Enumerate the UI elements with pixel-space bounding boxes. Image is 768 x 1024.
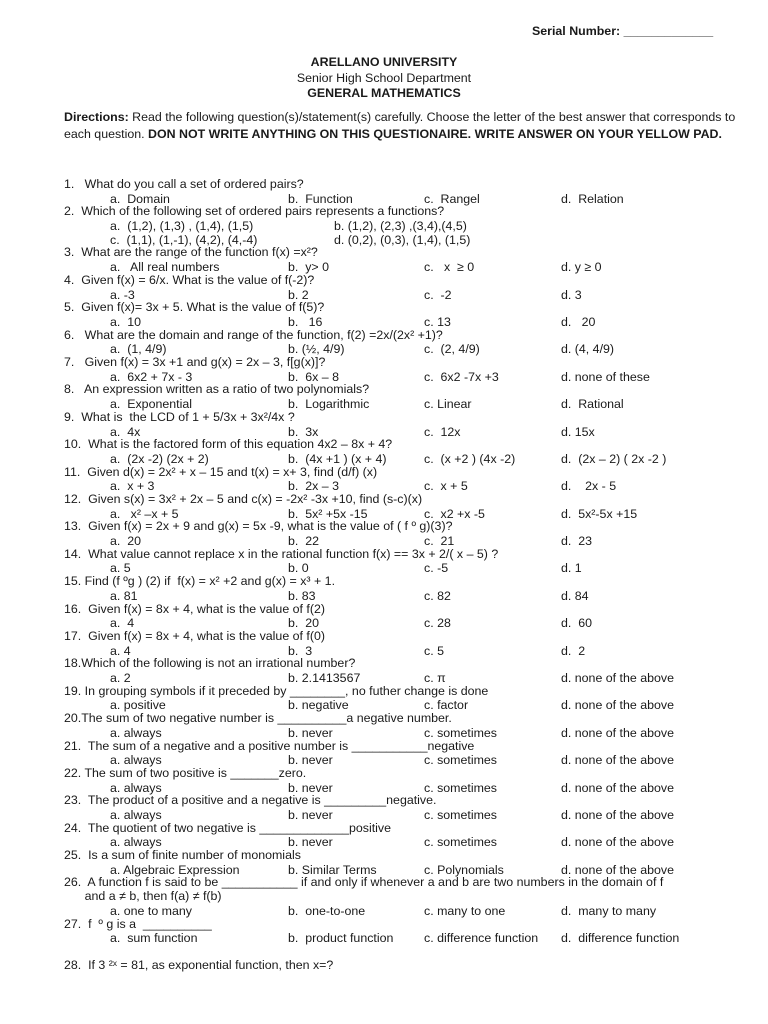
question-text: 4. Given f(x) = 6/x. What is the value of f(-2)? bbox=[64, 272, 315, 287]
answer-choice: b. (1,2), (2,3) ,(3,4),(4,5) bbox=[334, 219, 467, 234]
answer-choice: a. 5 bbox=[110, 561, 131, 576]
question-text: 1. What do you call a set of ordered pairs? bbox=[64, 177, 304, 191]
answer-choice: b. 0 bbox=[288, 561, 309, 576]
answer-choice: b. Logarithmic bbox=[288, 397, 370, 412]
answer-choice: b. 6x – 8 bbox=[288, 369, 339, 384]
answer-choice: a. 4 bbox=[110, 643, 131, 658]
answer-choice: d. none of the above bbox=[561, 753, 674, 768]
answer-choices bbox=[64, 233, 764, 247]
answer-choice: b. never bbox=[288, 753, 333, 768]
answer-choice: d. none of the above bbox=[561, 698, 674, 713]
question-text: 13. Given f(x) = 2x + 9 and g(x) = 5x -9, what is the value of ( f º g)(3)? bbox=[64, 519, 453, 534]
answer-choice: d. Rational bbox=[561, 397, 624, 412]
answer-choices bbox=[64, 370, 764, 384]
answer-choice: a. always bbox=[110, 780, 162, 795]
answer-choices bbox=[64, 589, 764, 603]
answer-choice: a. Algebraic Expression bbox=[110, 862, 240, 877]
question-text: 9. What is the LCD of 1 + 5/3x + 3x²/4x ? bbox=[64, 409, 295, 424]
question-text: 8. An expression written as a ratio of two polynomials? bbox=[64, 382, 370, 397]
answer-choice: c. x2 +x -5 bbox=[424, 506, 485, 521]
answer-choice: b. 22 bbox=[288, 534, 320, 549]
question-text: 12. Given s(x) = 3x² + 2x – 5 and c(x) = -2x² -3x +10, find (s-c)(x) bbox=[64, 491, 423, 506]
subject-title: GENERAL MATHEMATICS bbox=[307, 86, 461, 100]
answer-choice: b. 83 bbox=[288, 588, 316, 603]
question-text: 7. Given f(x) = 3x +1 and g(x) = 2x – 3, f[g(x)]? bbox=[64, 355, 326, 370]
department-name: Senior High School Department bbox=[296, 70, 472, 85]
answer-choice: d. (0,2), (0,3), (1,4), (1,5) bbox=[334, 232, 471, 247]
answer-choice: c. sometimes bbox=[424, 725, 497, 740]
university-name: ARELLANO UNIVERSITY bbox=[310, 55, 458, 69]
answer-choice: b. Function bbox=[288, 191, 353, 206]
answer-choice: c. 5 bbox=[424, 643, 444, 658]
question-text: 11. Given d(x) = 2x² + x – 15 and t(x) = x+ 3, find (d/f) (x) bbox=[64, 464, 378, 479]
question-text: 23. The product of a positive and a negative is _________negative. bbox=[64, 793, 437, 808]
answer-choices bbox=[64, 342, 764, 356]
directions-label: Directions: bbox=[64, 110, 129, 124]
question-text: 27. f º g is a __________ bbox=[64, 916, 212, 931]
answer-choice: b. 2.1413567 bbox=[288, 671, 361, 686]
answer-choices bbox=[64, 507, 764, 521]
answer-choice: a. x² –x + 5 bbox=[110, 506, 179, 521]
question-text: 24. The quotient of two negative is _____________positive bbox=[64, 820, 391, 835]
directions-warning: DON NOT WRITE ANYTHING ON THIS QUESTIONAIRE. WRITE ANSWER ON YOUR YELLOW PAD. bbox=[148, 126, 722, 141]
answer-choice: a. positive bbox=[110, 698, 166, 713]
answer-choices bbox=[64, 835, 764, 849]
question-text: 17. Given f(x) = 8x + 4, what is the value of f(0) bbox=[64, 628, 326, 643]
answer-choice: a. sum function bbox=[110, 931, 198, 946]
answer-choice: b. 2 bbox=[288, 287, 309, 302]
question-text: 26. A function f is said to be ___________ if and only if whenever a and b are two numbers in the domain of f bbox=[64, 875, 664, 890]
answer-choice: b. 2x – 3 bbox=[288, 479, 339, 494]
answer-choices bbox=[64, 931, 764, 945]
answer-choices bbox=[64, 644, 764, 658]
answer-choice: d. difference function bbox=[561, 931, 680, 946]
answer-choices bbox=[64, 315, 764, 329]
answer-choice: a. 4x bbox=[110, 424, 141, 439]
question-text: 21. The sum of a negative and a positive number is ___________negative bbox=[64, 738, 475, 753]
answer-choice: a. (1,2), (1,3) , (1,4), (1,5) bbox=[110, 219, 254, 234]
answer-choice: d. 23 bbox=[561, 534, 593, 549]
answer-choice: b. 20 bbox=[288, 616, 320, 631]
question-text: 25. Is a sum of finite number of monomials bbox=[64, 848, 301, 863]
answer-choices bbox=[64, 753, 764, 767]
answer-choice: c. difference function bbox=[424, 931, 539, 946]
answer-choice: c. sometimes bbox=[424, 753, 497, 768]
answer-choice: c. 82 bbox=[424, 588, 451, 603]
answer-choice: b. 3x bbox=[288, 424, 319, 439]
answer-choice: d. none of the above bbox=[561, 807, 674, 822]
answer-choices bbox=[64, 698, 764, 712]
answer-choice: a. (1, 4/9) bbox=[110, 342, 167, 357]
answer-choice: a. always bbox=[110, 835, 162, 850]
answer-choice: a. always bbox=[110, 725, 162, 740]
answer-choice: c. Polynomials bbox=[424, 862, 504, 877]
answer-choice: d. 2x - 5 bbox=[561, 479, 617, 494]
answer-choice: a. always bbox=[110, 753, 162, 768]
answer-choice: c. 12x bbox=[424, 424, 461, 439]
question-text: 10. What is the factored form of this equation 4x2 – 8x + 4? bbox=[64, 437, 393, 452]
answer-choice: d. many to many bbox=[561, 903, 657, 918]
answer-choice: c. sometimes bbox=[424, 780, 497, 795]
answer-choice: d. 5x²-5x +15 bbox=[561, 506, 638, 521]
answer-choice: d. none of the above bbox=[561, 671, 674, 686]
answer-choice: a. -3 bbox=[110, 287, 135, 302]
answer-choice: a. x + 3 bbox=[110, 479, 155, 494]
answer-choice: d. (4, 4/9) bbox=[561, 342, 615, 357]
answer-choices bbox=[64, 425, 764, 439]
answer-choice: b. y> 0 bbox=[288, 260, 329, 275]
question-text: 5. Given f(x)= 3x + 5. What is the value of f(5)? bbox=[64, 300, 325, 315]
question-text: 3. What are the range of the function f(x) =x²? bbox=[64, 245, 318, 260]
answer-choice: b. negative bbox=[288, 698, 349, 713]
answer-choice: c. x + 5 bbox=[424, 479, 468, 494]
answer-choice: c. x ≥ 0 bbox=[424, 260, 475, 275]
answer-choice: c. 13 bbox=[424, 314, 451, 329]
answer-choice: c. (2, 4/9) bbox=[424, 342, 480, 357]
answer-choice: c. many to one bbox=[424, 903, 506, 918]
answer-choices bbox=[64, 534, 764, 548]
answer-choices bbox=[64, 260, 764, 274]
answer-choice: c. Linear bbox=[424, 397, 472, 412]
answer-choice: b. (4x +1 ) (x + 4) bbox=[288, 451, 387, 466]
answer-choice: d. none of the above bbox=[561, 725, 674, 740]
answer-choices bbox=[64, 219, 764, 233]
answer-choices bbox=[64, 616, 764, 630]
answer-choices bbox=[64, 726, 764, 740]
answer-choice: d. y ≥ 0 bbox=[561, 260, 602, 275]
answer-choice: b. 5x² +5x -15 bbox=[288, 506, 368, 521]
answer-choices bbox=[64, 808, 764, 822]
answer-choice: b. never bbox=[288, 835, 333, 850]
answer-choices bbox=[64, 397, 764, 411]
directions-text: Read the following question(s)/statement(s) carefully. Choose the letter of the best answer that corresponds to each question. bbox=[64, 110, 736, 141]
question-text: 6. What are the domain and range of the function, f(2) =2x/(2x² +1)? bbox=[64, 327, 443, 342]
answer-choice: c. Rangel bbox=[424, 191, 480, 206]
answer-choice: c. factor bbox=[424, 698, 469, 713]
answer-choice: a. Domain bbox=[110, 191, 170, 206]
answer-choices bbox=[64, 479, 764, 493]
directions bbox=[64, 109, 764, 142]
answer-choice: c. -5 bbox=[424, 561, 449, 576]
answer-choice: c. sometimes bbox=[424, 807, 497, 822]
answer-choice: d. 1 bbox=[561, 561, 582, 576]
answer-choice: a. Exponential bbox=[110, 397, 192, 412]
answer-choice: d. 60 bbox=[561, 616, 593, 631]
answer-choice: d. 84 bbox=[561, 588, 589, 603]
answer-choice: c. 21 bbox=[424, 534, 455, 549]
answer-choice: b. one-to-one bbox=[288, 903, 366, 918]
document-header bbox=[0, 55, 768, 102]
question-text: 19. In grouping symbols if it preceded by ________, no futher change is done bbox=[64, 683, 489, 698]
question-text: 22. The sum of two positive is _______zero. bbox=[64, 765, 307, 780]
answer-choices bbox=[64, 781, 764, 795]
answer-choice: d. Relation bbox=[561, 191, 624, 206]
answer-choices bbox=[64, 561, 764, 575]
answer-choice: c. π bbox=[424, 671, 446, 686]
serial-number-field: Serial Number: _____________ bbox=[532, 24, 714, 38]
answer-choice: b. never bbox=[288, 780, 333, 795]
answer-choice: b. product function bbox=[288, 931, 394, 946]
answer-choice: c. -2 bbox=[424, 287, 452, 302]
answer-choice: a. 20 bbox=[110, 534, 142, 549]
answer-choice: b. 3 bbox=[288, 643, 313, 658]
answer-choice: a. 2 bbox=[110, 671, 131, 686]
answer-choice: d. none of these bbox=[561, 369, 650, 384]
answer-choice: c. sometimes bbox=[424, 835, 497, 850]
answer-choice: a. All real numbers bbox=[110, 260, 220, 275]
answer-choice: c. 28 bbox=[424, 616, 451, 631]
question-text: 28. If 3 ²ˣ = 81, as exponential function, then x=? bbox=[64, 957, 334, 972]
question-list bbox=[64, 178, 764, 973]
answer-choice: a. 81 bbox=[110, 588, 138, 603]
answer-choice: a. (2x -2) (2x + 2) bbox=[110, 451, 209, 466]
answer-choice: c. 6x2 -7x +3 bbox=[424, 369, 499, 384]
answer-choice: d. (2x – 2) ( 2x -2 ) bbox=[561, 451, 667, 466]
answer-choice: c. (1,1), (1,-1), (4,2), (4,-4) bbox=[110, 232, 258, 247]
answer-choices bbox=[64, 192, 764, 206]
answer-choices bbox=[64, 452, 764, 466]
answer-choices bbox=[64, 671, 764, 685]
answer-choices bbox=[64, 904, 764, 918]
answer-choices bbox=[64, 288, 764, 302]
question-text-continued: and a ≠ b, then f(a) ≠ f(b) bbox=[64, 889, 222, 904]
answer-choice: c. (x +2 ) (4x -2) bbox=[424, 451, 516, 466]
answer-choice: d. none of the above bbox=[561, 862, 674, 877]
answer-choice: d. 20 bbox=[561, 314, 596, 329]
answer-choice: a. 6x2 + 7x - 3 bbox=[110, 369, 193, 384]
answer-choice: d. 2 bbox=[561, 643, 586, 658]
answer-choice: d. none of the above bbox=[561, 835, 674, 850]
answer-choice: b. 16 bbox=[288, 314, 323, 329]
answer-choice: b. never bbox=[288, 807, 333, 822]
answer-choice: b. Similar Terms bbox=[288, 862, 377, 877]
question-text: 14. What value cannot replace x in the rational function f(x) == 3x + 2/( x – 5) ? bbox=[64, 546, 499, 561]
question-text: 2. Which of the following set of ordered pairs represents a functions? bbox=[64, 204, 445, 219]
answer-choice: d. none of the above bbox=[561, 780, 674, 795]
answer-choice: a. one to many bbox=[110, 903, 192, 918]
answer-choices bbox=[64, 863, 764, 877]
answer-choice: d. 15x bbox=[561, 424, 595, 439]
answer-choice: a. 10 bbox=[110, 314, 142, 329]
answer-choice: d. 3 bbox=[561, 287, 582, 302]
question-text: 20.The sum of two negative number is __________a negative number. bbox=[64, 711, 452, 726]
answer-choice: a. always bbox=[110, 807, 162, 822]
answer-choice: b. (½, 4/9) bbox=[288, 342, 345, 357]
question-text: 18.Which of the following is not an irrational number? bbox=[64, 656, 356, 671]
answer-choice: b. never bbox=[288, 725, 333, 740]
question-text: 15. Find (f ºg ) (2) if f(x) = x² +2 and g(x) = x³ + 1. bbox=[64, 574, 336, 589]
answer-choice: a. 4 bbox=[110, 616, 135, 631]
question-text: 16. Given f(x) = 8x + 4, what is the value of f(2) bbox=[64, 601, 326, 616]
